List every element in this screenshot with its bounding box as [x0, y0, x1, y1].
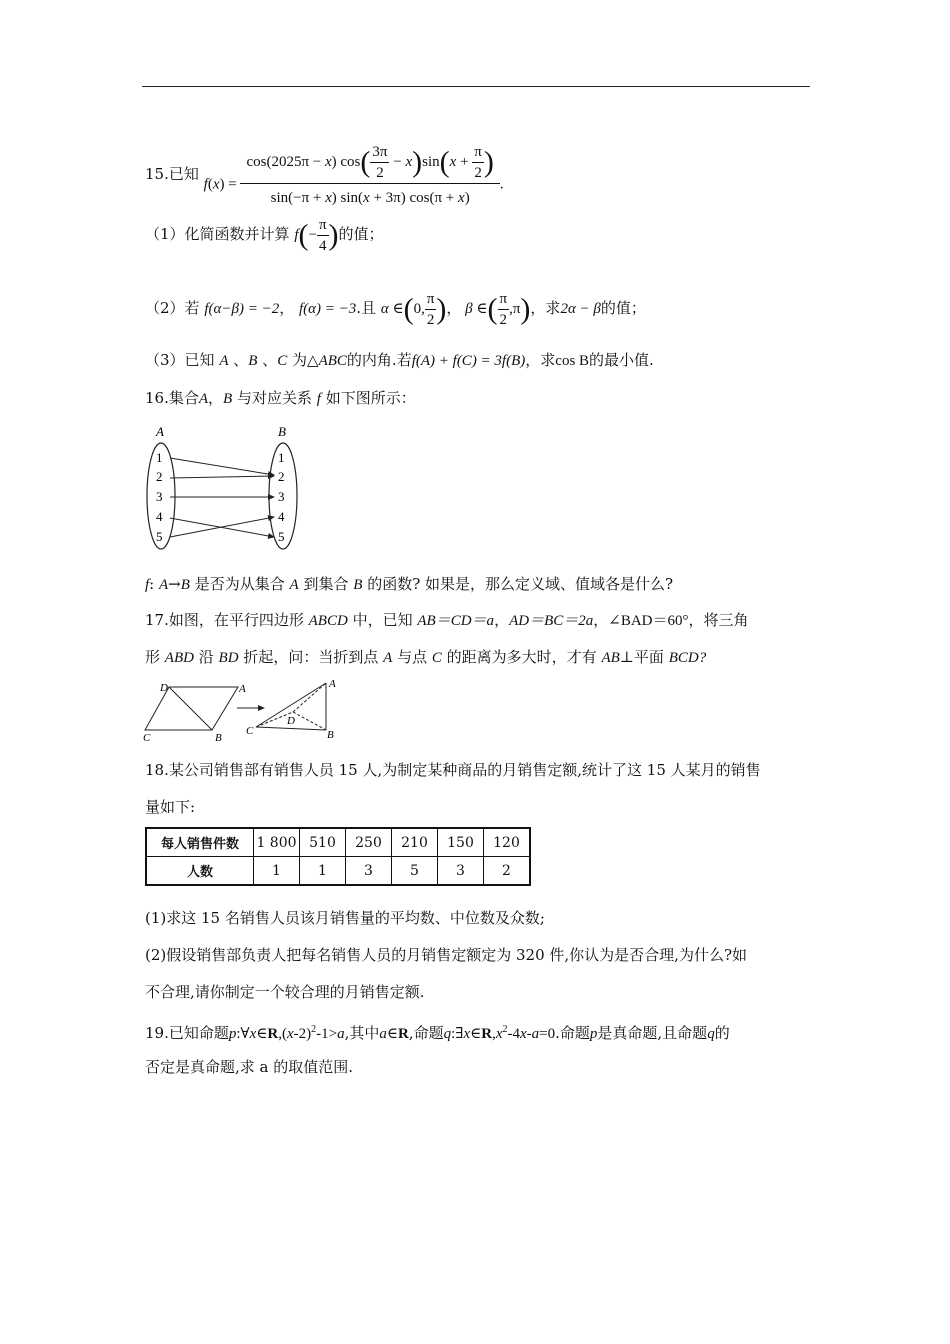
- set-b-element: 1: [278, 450, 285, 465]
- label-c2: C: [246, 725, 254, 737]
- q15-lead: 15.已知: [145, 165, 199, 183]
- edge-db: [293, 712, 326, 730]
- set-b-element: 4: [278, 509, 285, 524]
- table-cell: 3: [346, 857, 392, 886]
- table-cell: 1: [300, 857, 346, 886]
- label-a2: A: [329, 678, 336, 690]
- header-rule: [142, 86, 810, 87]
- mapping-arrow: [170, 476, 274, 478]
- label-c: C: [143, 732, 151, 744]
- folding-diagram: [140, 675, 350, 747]
- q15-part1: （1）化简函数并计算 f(− $\frac{\pi}{4}$ )的值；: [145, 217, 384, 254]
- q17-line1: 17.如图，在平行四边形 ABCD 中，已知 AB＝CD＝a，AD＝BC＝2a，∠BAD＝60°，将三角: [145, 611, 749, 629]
- diagonal-bd: [169, 687, 212, 730]
- set-a-element: 5: [156, 529, 163, 544]
- q19-line1: 19.已知命题$p:\forall x\in R,(x-2)^2-1>a$,其中a∈R,命题$q:\exists x\in R,x^2-4x-a=0$.命题p是真命题,且命题q的: [145, 1024, 730, 1042]
- q18-part2a: (2)假设销售部负责人把每名销售人员的月销售定额定为 320 件,你认为是否合理,为什么?如: [145, 946, 747, 964]
- q17-line2: 形 ABD 沿 BD 折起，问：当折到点 A 与点 C 的距离为多大时，才有 AB⊥平面 BCD?: [145, 648, 707, 666]
- q18-line2: 量如下:: [145, 798, 196, 816]
- set-a-label: A: [156, 424, 164, 439]
- set-a-element: 4: [156, 509, 163, 524]
- label-d: D: [160, 682, 168, 694]
- q15-statement: [145, 142, 504, 208]
- table-row: [146, 857, 530, 886]
- q19-line2: 否定是真命题,求 a 的取值范围.: [145, 1058, 354, 1076]
- table-cell: 510: [300, 828, 346, 857]
- q18-part2b: 不合理,请你制定一个较合理的月销售定额.: [145, 983, 425, 1001]
- table-cell: 210: [392, 828, 438, 857]
- label-b: B: [215, 732, 222, 744]
- set-b-element: 5: [278, 529, 285, 544]
- label-a: A: [239, 683, 246, 695]
- edge-da: [293, 683, 326, 712]
- table-cell: 1: [254, 857, 300, 886]
- parallelogram: [145, 687, 238, 730]
- q16-statement: 16.集合A，B 与对应关系 f 如下图所示：: [145, 389, 416, 407]
- mapping-diagram: [140, 420, 310, 555]
- set-a-element: 1: [156, 450, 163, 465]
- q18-part1: (1)求这 15 名销售人员该月销售量的平均数、中位数及众数;: [145, 909, 545, 927]
- q18-line1: 18.某公司销售部有销售人员 15 人,为制定某种商品的月销售定额,统计了这 15 人某月的销售: [145, 761, 761, 779]
- set-b-label: B: [278, 424, 286, 439]
- set-a-element: 2: [156, 469, 163, 484]
- table-cell: 120: [484, 828, 531, 857]
- table-header-cell: 人数: [146, 857, 254, 886]
- label-d2: D: [287, 715, 295, 727]
- mapping-arrow: [170, 458, 274, 475]
- set-b-element: 2: [278, 469, 285, 484]
- table-cell: 3: [438, 857, 484, 886]
- set-b-element: 3: [278, 489, 285, 504]
- edge-cb: [256, 727, 326, 730]
- q15-part2: （2）若 f(α−β) = −2， f(α) = −3.且 α ∈(0, $\frac{\pi}{2}$ )， β ∈( $\frac{\pi}{2}$ ,π)，求2α − β的值；: [145, 291, 646, 328]
- table-cell: 150: [438, 828, 484, 857]
- q16-question: f: A→B 是否为从集合 A 到集合 B 的函数? 如果是，那么定义域、值域各是什么?: [145, 575, 674, 593]
- table-cell: 2: [484, 857, 531, 886]
- table-cell: 5: [392, 857, 438, 886]
- set-a-element: 3: [156, 489, 163, 504]
- table-cell: 1 800: [254, 828, 300, 857]
- table-cell: 250: [346, 828, 392, 857]
- sales-table: [145, 827, 531, 886]
- table-header-cell: 每人销售件数: [146, 828, 254, 857]
- label-b2: B: [327, 729, 334, 741]
- q15-function-def: f(x) = cos(2025π − x) cos( $\frac{3\pi}{2}$ − x)sin(x + $\frac{\pi}{2}$ ) sin(−π + x) sin(x + 3π) cos(π + x) .: [203, 144, 504, 206]
- q15-part3: （3）已知 A 、B 、C 为△ABC的内角.若f(A) + f(C) = 3f(B)，求cos B的最小值.: [145, 351, 654, 369]
- table-row: [146, 828, 530, 857]
